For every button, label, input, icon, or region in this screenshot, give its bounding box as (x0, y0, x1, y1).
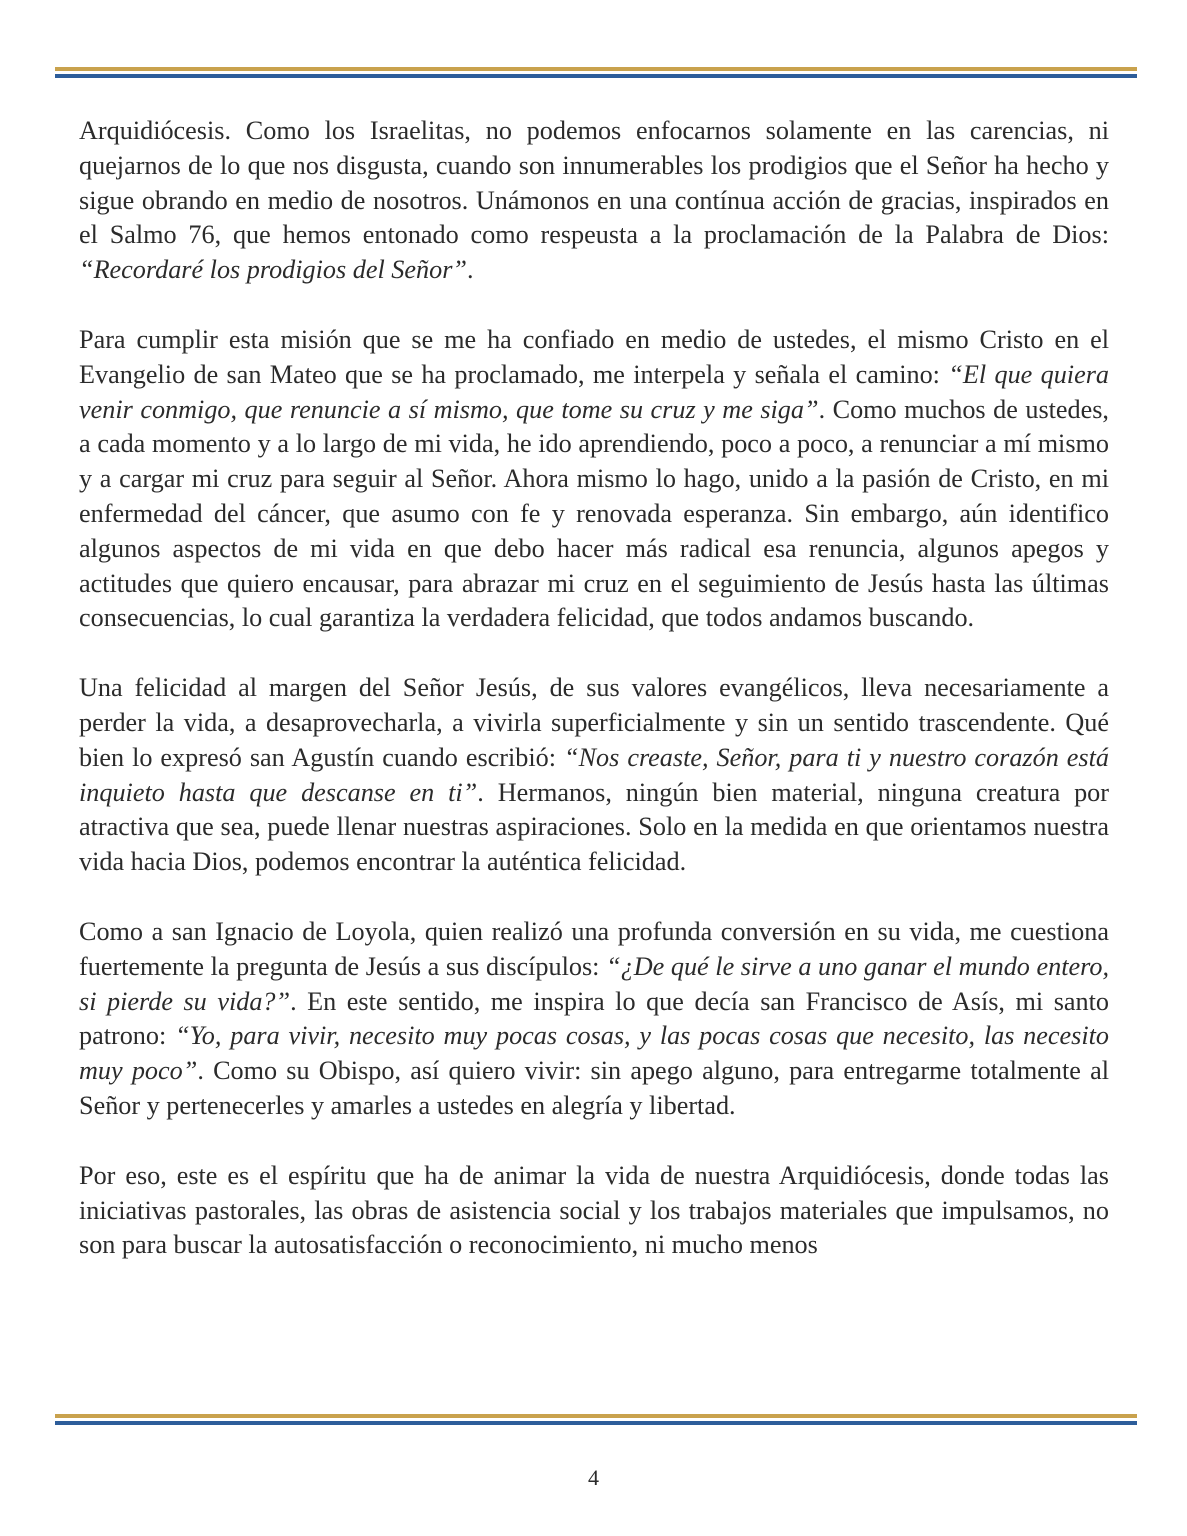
quote: “Nos creaste, Señor, para ti y nuestro corazón está inquieto hasta que descanse en ti” (79, 742, 1109, 807)
paragraph-text: . En este sentido, me inspira lo que decía san Francisco de Asís, mi santo patrono: (79, 986, 1109, 1051)
page-number: 4 (588, 1465, 599, 1490)
paragraph-1 (79, 114, 1109, 288)
paragraph-text: Una felicidad al margen del Señor Jesús, de sus valores evangélicos, lleva necesariamente a perder la vida, a desaprovecharla, a vivirla superficialmente y sin un sentido trascendente. Qué bien lo expresó san Agustín cuando escribió: (79, 673, 1109, 772)
bottom-rule-blue-line (55, 1421, 1137, 1425)
paragraph-text: Por eso, este es el espíritu que ha de animar la vida de nuestra Arquidiócesis, donde todas las iniciativas pastorales, las obras de asistencia social y los trabajos materiales que impulsamos, no son para buscar la autosatisfacción o reconocimiento, ni mucho menos (79, 1160, 1109, 1260)
bottom-double-rule (55, 1414, 1137, 1425)
paragraph-5 (79, 1159, 1109, 1263)
paragraph-text: Como a san Ignacio de Loyola, quien realizó una profunda conversión en su vida, me cuestiona fuertemente la pregunta de Jesús a sus discípulos: (79, 916, 1109, 981)
paragraph-2 (79, 323, 1109, 636)
paragraph-text: . Hermanos, ningún bien material, ninguna creatura por atractiva que sea, puede llenar nuestras aspiraciones. Solo en la medida en que orientamos nuestra vida hacia Dios, podemos encontrar la auténtica felicidad. (79, 777, 1109, 877)
top-double-rule (55, 67, 1137, 78)
quote: “El que quiera venir conmigo, que renuncie a sí mismo, que tome su cruz y me siga” (79, 359, 1109, 424)
body-text (79, 114, 1109, 1298)
quote: “Recordaré los prodigios del Señor” (79, 255, 467, 285)
paragraph-3 (79, 671, 1109, 880)
paragraph-text: Arquidiócesis. Como los Israelitas, no podemos enfocarnos solamente en las carencias, ni quejarnos de lo que nos disgusta, cuando son innumerables los prodigios que el Señor ha hecho y sigue obrando en medio de nosotros. Unámonos en una contínua acción de gracias, inspirados en el Salmo 76, que hemos entonado como respeusta a la proclamación de la Palabra de Dios: (79, 116, 1109, 250)
top-rule-blue-line (55, 74, 1137, 78)
paragraph-4 (79, 915, 1109, 1124)
paragraph-text: Para cumplir esta misión que se me ha confiado en medio de ustedes, el mismo Cristo en el Evangelio de san Mateo que se ha proclamado, me interpela y señala el camino: (79, 324, 1109, 389)
paragraph-text: . Como muchos de ustedes, a cada momento y a lo largo de mi vida, he ido aprendiendo, poco a poco, a renunciar a mí mismo y a cargar mi cruz para seguir al Señor. Ahora mismo lo hago, unido a la pasión de Cristo, en mi enfermedad del cáncer, que asumo con fe y renovada esperanza. Sin embargo, aún identifico algunos aspectos de mi vida en que debo hacer más radical esa renuncia, algunos apegos y actitudes que quiero encausar, para abrazar mi cruz en el seguimiento de Jesús hasta las últimas consecuencias, lo cual garantiza la verdadera felicidad, que todos andamos buscando. (79, 394, 1109, 633)
quote: “¿De qué le sirve a uno ganar el mundo entero, si pierde su vida?” (79, 951, 1109, 1016)
quote: “Yo, para vivir, necesito muy pocas cosas, y las pocas cosas que necesito, las necesito muy poco” (79, 1021, 1109, 1086)
paragraph-text: . Como su Obispo, así quiero vivir: sin apego alguno, para entregarme totalmente al Señor y pertenecerles y amarles a ustedes en alegría y libertad. (79, 1056, 1109, 1120)
paragraph-text: . (466, 255, 474, 285)
